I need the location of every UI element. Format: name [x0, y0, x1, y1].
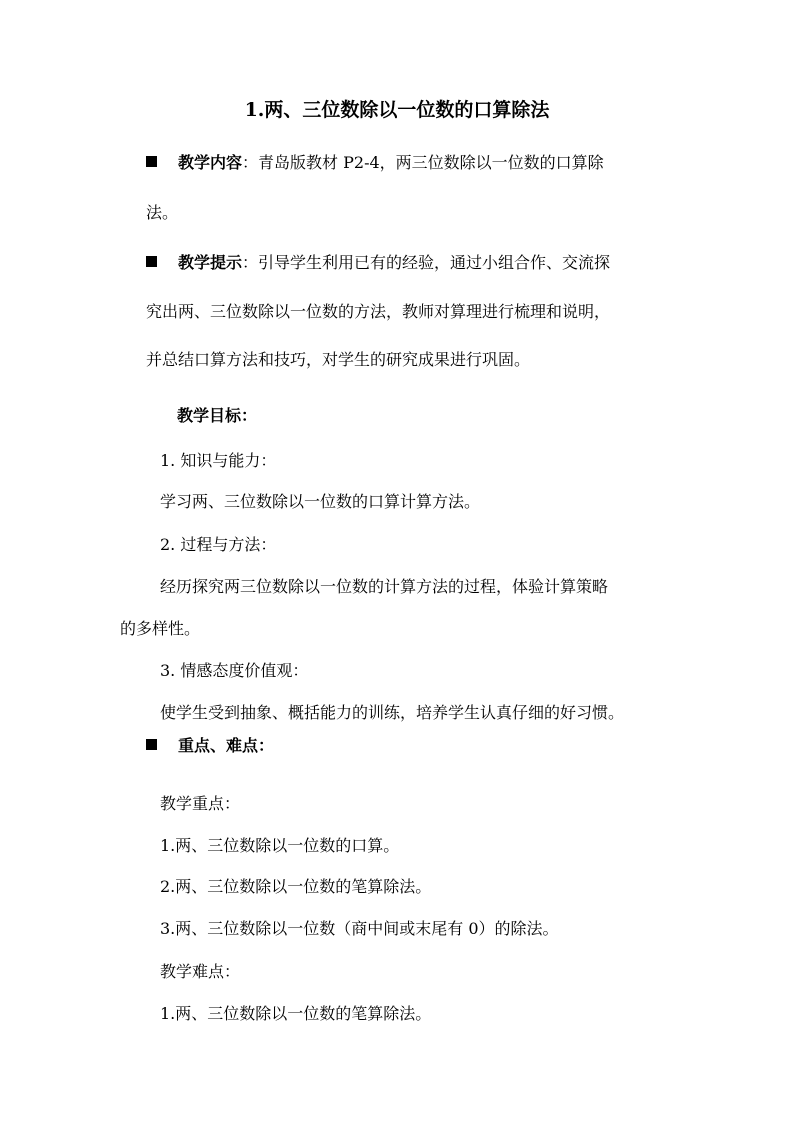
hint-continuation-2: 并总结口算方法和技巧，对学生的研究成果进行巩固。	[146, 350, 531, 369]
hint-label: 教学提示	[178, 253, 243, 272]
focus-heading: 教学重点：	[160, 794, 241, 813]
difficulty-heading: 教学难点：	[160, 962, 241, 981]
content-continuation: 法。	[146, 203, 179, 222]
goal-3-text: 使学生受到抽象、概括能力的训练，培养学生认真仔细的好习惯。	[160, 703, 625, 722]
goal-3-title: 3. 情感态度价值观：	[160, 661, 309, 680]
key-paragraph	[146, 736, 274, 756]
content-paragraph	[146, 153, 604, 173]
goal-1-title: 1. 知识与能力：	[160, 451, 277, 470]
hint-continuation-1: 究出两、三位数除以一位数的方法，教师对算理进行梳理和说明，	[146, 302, 611, 321]
square-bullet-icon	[146, 256, 157, 267]
hint-paragraph	[146, 253, 610, 273]
square-bullet-icon	[146, 156, 157, 167]
focus-item: 1.两、三位数除以一位数的口算。	[160, 836, 400, 855]
hint-text: 引导学生利用已有的经验，通过小组合作、交流探	[258, 253, 611, 272]
goal-2-text-2: 的多样性。	[120, 619, 201, 638]
goal-1-text: 学习两、三位数除以一位数的口算计算方法。	[160, 492, 481, 511]
focus-item: 2.两、三位数除以一位数的笔算除法。	[160, 877, 432, 896]
key-label: 重点、难点：	[178, 736, 275, 755]
content-label: 教学内容	[178, 153, 243, 172]
document-title: 1.两、三位数除以一位数的口算除法	[244, 99, 550, 121]
content-text: 青岛版教材 P2-4，两三位数除以一位数的口算除	[258, 153, 604, 172]
focus-item: 3.两、三位数除以一位数（商中间或末尾有 0）的除法。	[160, 919, 559, 938]
goal-2-title: 2. 过程与方法：	[160, 535, 277, 554]
content-colon: ：	[242, 153, 259, 172]
goal-2-text-1: 经历探究两三位数除以一位数的计算方法的过程，体验计算策略	[160, 577, 609, 596]
square-bullet-icon	[146, 739, 157, 750]
hint-colon: ：	[242, 253, 259, 272]
difficulty-item: 1.两、三位数除以一位数的笔算除法。	[160, 1004, 432, 1023]
goals-heading: 教学目标：	[177, 406, 258, 425]
